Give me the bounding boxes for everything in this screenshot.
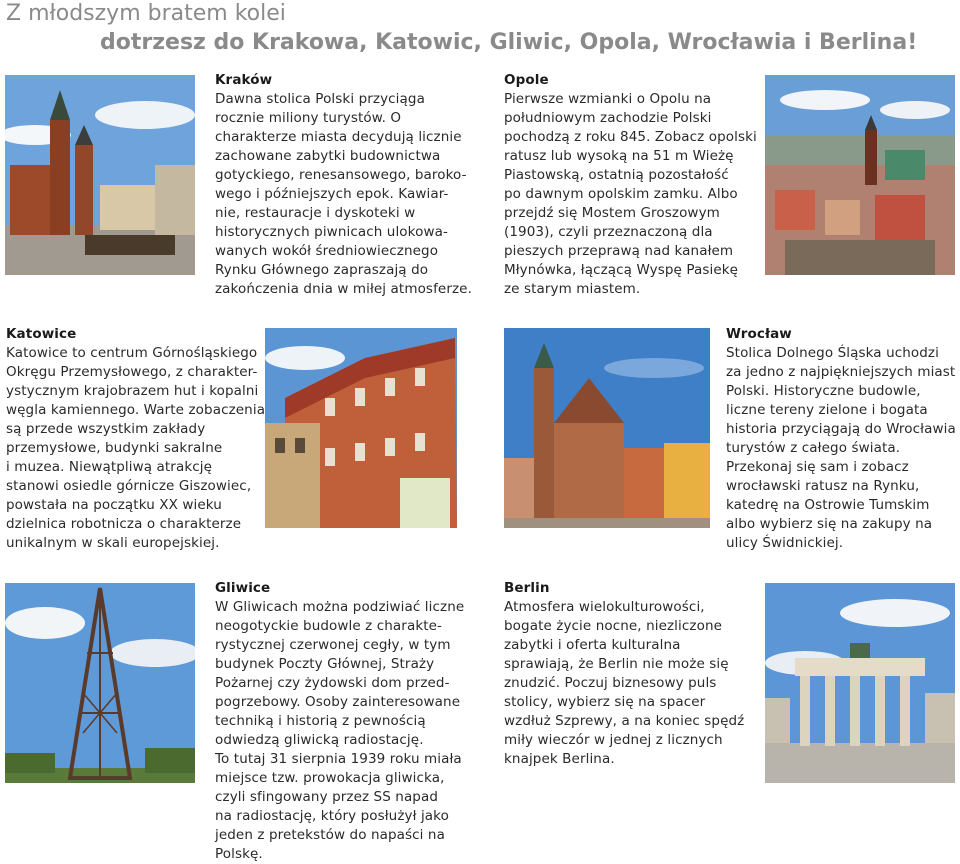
krakow-line: gotyckiego, renesansowego, baroko- (215, 167, 467, 183)
gliwice-line: Pożarnej czy żydowski dom przed- (215, 675, 450, 691)
berlin-line: sprawiają, że Berlin nie może się (504, 656, 729, 672)
katowice-line: dzielnica robotnicza o charakterze (6, 516, 242, 532)
page-header (6, 0, 956, 58)
krakow-line: wanych wokół średniowiecznego (215, 243, 439, 259)
krakow-photo (5, 75, 195, 275)
katowice-line: Okręgu Przemysłowego, z charakter- (6, 364, 258, 380)
berlin-photo (765, 583, 955, 783)
gliwice-line: techniką i historią z pewnością (215, 713, 426, 729)
opole-line: pochodzą z roku 845. Zobacz opolski (504, 129, 757, 145)
gliwice-line: miejsce tzw. prowokacja gliwicka, (215, 770, 445, 786)
gliwice-line: W Gliwicach można podziwiać liczne (215, 599, 465, 615)
berlin-line: bogate życie nocne, niezliczone (504, 618, 723, 634)
krakow-line: historycznych piwnicach ulokowa- (215, 224, 448, 240)
opole-line: ze starym miastem. (504, 281, 641, 297)
gliwice-line: Polskę. (215, 846, 263, 862)
gliwice-line: To tutaj 31 sierpnia 1939 roku miała (215, 751, 462, 767)
gliwice-line: odwiedzą gliwicką radiostację. (215, 732, 424, 748)
wroclaw-line: liczne tereny zielone i bogata (726, 402, 928, 418)
gliwice-line: pogrzebowy. Osoby zainteresowane (215, 694, 461, 710)
krakow-text (215, 71, 475, 299)
gliwice-line: neogotyckie budowle z charakte- (215, 618, 443, 634)
katowice-photo (265, 328, 457, 528)
opole-line: (1903), czyli przeznaczoną dla (504, 224, 713, 240)
wroclaw-line: historia przyciągają do Wrocławia (726, 421, 956, 437)
krakow-line: rocznie miliony turystów. O (215, 110, 402, 126)
berlin-line: knajpek Berlina. (504, 751, 615, 767)
opole-line: Młynówka, łączącą Wyspę Pasiekę (504, 262, 739, 278)
katowice-title: Katowice (6, 326, 77, 342)
gliwice-line: czyli sfingowany przez SS napad (215, 789, 439, 805)
krakow-line: zakończenia dnia w miłej atmosferze. (215, 281, 472, 297)
gliwice-line: jeden z pretekstów do napaści na (215, 827, 445, 843)
wroclaw-title: Wrocław (726, 326, 792, 342)
krakow-line: nie, restauracje i dyskoteki w (215, 205, 416, 221)
krakow-line: Dawna stolica Polski przyciąga (215, 91, 425, 107)
header-subtitle: Z młodszym bratem kolei (6, 1, 286, 26)
opole-text (504, 71, 759, 299)
berlin-line: miły wieczór w jednej z licznych (504, 732, 723, 748)
wroclaw-line: turystów z całego świata. (726, 440, 901, 456)
wroclaw-line: Polski. Historyczne budowle, (726, 383, 921, 399)
wroclaw-line: albo wybierz się na zakupy na (726, 516, 933, 532)
opole-line: przejdź się Mostem Groszowym (504, 205, 720, 221)
gliwice-photo (5, 583, 195, 783)
opole-photo (765, 75, 955, 275)
opole-line: po dawnym opolskim zamku. Albo (504, 186, 738, 202)
berlin-text (504, 579, 759, 769)
opole-title: Opole (504, 72, 549, 88)
katowice-line: unikalnym w skali europejskiej. (6, 535, 220, 551)
wroclaw-text (726, 325, 956, 553)
katowice-line: stanowi osiedle górnicze Giszowiec, (6, 478, 252, 494)
katowice-line: przemysłowe, budynki sakralne (6, 440, 223, 456)
gliwice-line: rystycznej czerwonej cegły, w tym (215, 637, 451, 653)
katowice-line: węgla kamiennego. Warte zobaczenia (6, 402, 266, 418)
katowice-line: są przede wszystkim zakłady (6, 421, 206, 437)
wroclaw-line: ulicy Świdnickiej. (726, 535, 844, 551)
berlin-title: Berlin (504, 580, 550, 596)
gliwice-text (215, 579, 475, 864)
opole-line: Pierwsze wzmianki o Opolu na (504, 91, 712, 107)
gliwice-line: na radiostację, który posłużył jako (215, 808, 449, 824)
berlin-line: Atmosfera wielokulturowości, (504, 599, 705, 615)
berlin-line: znudzić. Poczuj biznesowy puls (504, 675, 717, 691)
wroclaw-line: Przekonaj się sam i zobacz (726, 459, 909, 475)
krakow-line: charakterze miasta decydują licznie (215, 129, 462, 145)
gliwice-line: budynek Poczty Głównej, Straży (215, 656, 435, 672)
header-title: dotrzesz do Krakowa, Katowic, Gliwic, Opola, Wrocławia i Berlina! (100, 30, 918, 55)
krakow-title: Kraków (215, 72, 273, 88)
katowice-line: ystycznym krajobrazem hut i kopalni (6, 383, 259, 399)
wroclaw-line: Stolica Dolnego Śląska uchodzi (726, 345, 939, 361)
gliwice-title: Gliwice (215, 580, 271, 596)
wroclaw-photo (504, 328, 710, 528)
wroclaw-line: za jedno z najpiękniejszych miast (726, 364, 956, 380)
wroclaw-line: katedrę na Ostrowie Tumskim (726, 497, 930, 513)
katowice-text (6, 325, 266, 553)
katowice-line: i muzea. Niewątpliwą atrakcję (6, 459, 213, 475)
opole-line: południowym zachodzie Polski (504, 110, 712, 126)
krakow-line: zachowane zabytki budownictwa (215, 148, 441, 164)
opole-line: ratusz lub wysoką na 51 m Wieżę (504, 148, 734, 164)
wroclaw-line: wrocławski ratusz na Rynku, (726, 478, 920, 494)
berlin-line: stolicy, wybierz się na spacer (504, 694, 706, 710)
krakow-line: Rynku Głównego zapraszają do (215, 262, 429, 278)
berlin-line: zabytki i oferta kulturalna (504, 637, 681, 653)
katowice-line: Katowice to centrum Górnośląskiego (6, 345, 258, 361)
krakow-line: wego i późniejszych epok. Kawiar- (215, 186, 449, 202)
katowice-line: powstała na początku XX wieku (6, 497, 222, 513)
opole-line: pieszych przeprawą nad kanałem (504, 243, 734, 259)
berlin-line: wzdłuż Szprewy, a na koniec spędź (504, 713, 745, 729)
opole-line: Piastowską, ostatnią pozostałość (504, 167, 729, 183)
